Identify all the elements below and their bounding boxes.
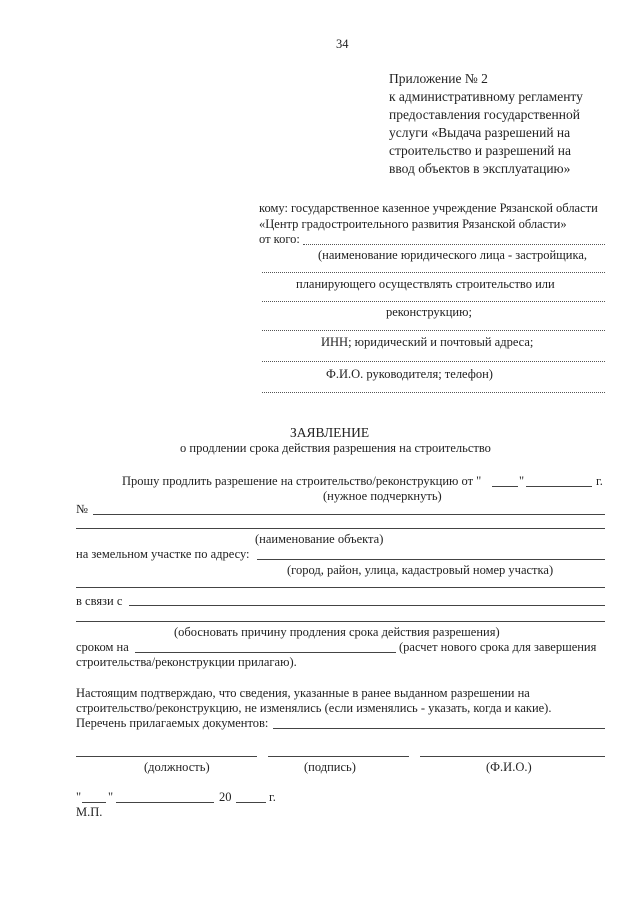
reason-field[interactable] <box>76 621 605 622</box>
sign-month-field[interactable] <box>116 802 214 803</box>
sign-day-field[interactable] <box>82 802 106 803</box>
stamp-place: М.П. <box>76 805 103 819</box>
request-text: Прошу продлить разрешение на строительство/реконструкцию от " <box>122 474 482 488</box>
appendix-title: Приложение № 2 <box>389 71 488 86</box>
reason-field[interactable] <box>129 605 605 606</box>
document-title: ЗАЯВЛЕНИЕ <box>290 425 370 440</box>
from-field[interactable] <box>262 301 605 302</box>
from-field[interactable] <box>262 272 605 273</box>
addressee-to: «Центр градостроительного развития Рязанской области» <box>259 217 567 231</box>
quote-mark: " <box>519 474 525 488</box>
quote-mark: " <box>108 790 114 804</box>
appendix-line: строительство и разрешений на <box>389 143 571 158</box>
date-day-field[interactable] <box>492 486 518 487</box>
object-hint: (наименование объекта) <box>255 532 384 546</box>
underline-hint: (нужное подчеркнуть) <box>323 489 442 503</box>
number-sign: № <box>76 502 88 516</box>
from-field[interactable] <box>262 392 605 393</box>
term-hint: строительства/реконструкции прилагаю). <box>76 655 297 669</box>
signature-hint: (подпись) <box>304 760 356 774</box>
addressee-from-label: от кого: <box>259 232 300 246</box>
permit-number-field[interactable] <box>93 514 605 515</box>
address-hint: (город, район, улица, кадастровый номер участка) <box>287 563 554 577</box>
year-suffix: г. <box>596 474 603 488</box>
land-address-field[interactable] <box>76 587 605 588</box>
term-field[interactable] <box>135 652 396 653</box>
date-month-field[interactable] <box>526 486 592 487</box>
signature-field[interactable] <box>268 756 409 757</box>
full-name-hint: (Ф.И.О.) <box>486 760 532 774</box>
from-field[interactable] <box>262 361 605 362</box>
document-subtitle: о продлении срока действия разрешения на строительство <box>180 441 491 455</box>
appendix-line: предоставления государственной <box>389 107 580 122</box>
year-suffix: г. <box>269 790 276 804</box>
quote-mark: " <box>76 790 82 804</box>
field-hint: реконструкцию; <box>386 305 472 319</box>
docs-field[interactable] <box>273 728 605 729</box>
confirm-text: строительство/реконструкцию, не изменялись (если изменялись - указать, когда и какие). <box>76 701 552 715</box>
full-name-field[interactable] <box>420 756 605 757</box>
from-field[interactable] <box>303 244 605 245</box>
term-hint: (расчет нового срока для завершения <box>399 640 597 654</box>
field-hint: ИНН; юридический и почтовый адреса; <box>321 335 534 349</box>
term-label: сроком на <box>76 640 129 654</box>
sign-year-field[interactable] <box>236 802 266 803</box>
position-hint: (должность) <box>144 760 210 774</box>
addressee-to: кому: государственное казенное учреждение Рязанской области <box>259 201 598 215</box>
land-address-field[interactable] <box>257 559 605 560</box>
appendix-line: к административному регламенту <box>389 89 583 104</box>
field-hint: (наименование юридического лица - застройщика, <box>318 248 588 262</box>
docs-label: Перечень прилагаемых документов: <box>76 716 269 730</box>
object-name-field[interactable] <box>76 528 605 529</box>
position-field[interactable] <box>76 756 257 757</box>
appendix-line: услуги «Выдача разрешений на <box>389 125 571 140</box>
confirm-text: Настоящим подтверждаю, что сведения, указанные в ранее выданном разрешении на <box>76 686 530 700</box>
reason-label: в связи с <box>76 594 123 608</box>
reason-hint: (обосновать причину продления срока действия разрешения) <box>174 625 500 639</box>
appendix-line: ввод объектов в эксплуатацию» <box>389 161 571 176</box>
year-prefix: 20 <box>219 790 232 804</box>
field-hint: Ф.И.О. руководителя; телефон) <box>326 367 493 381</box>
page-number: 34 <box>336 37 349 51</box>
land-label: на земельном участке по адресу: <box>76 547 250 561</box>
from-field[interactable] <box>262 330 605 331</box>
field-hint: планирующего осуществлять строительство или <box>296 277 555 291</box>
